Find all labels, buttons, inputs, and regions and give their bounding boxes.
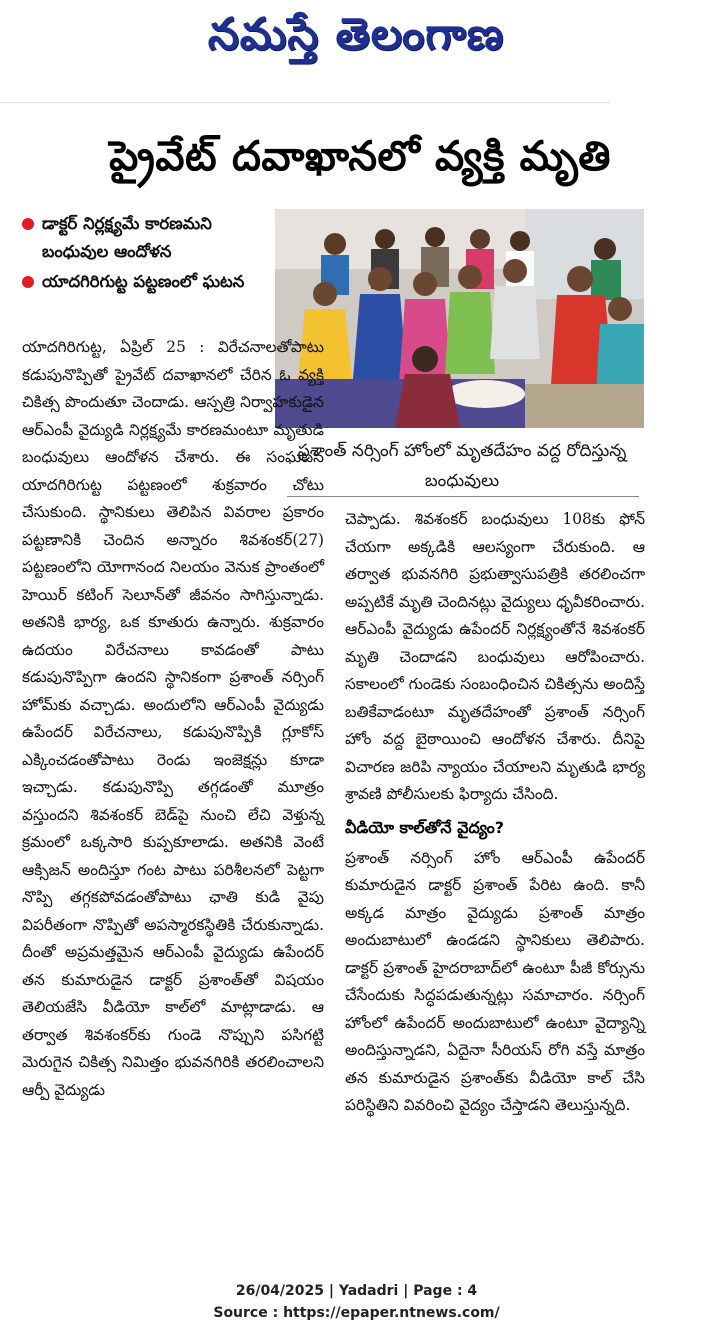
- article-paragraph: ప్రశాంత్ నర్సింగ్ హోం ఆర్ఎంపీ ఉపేందర్ కుమారుడైన డాక్టర్ ప్రశాంత్ పేరిట ఉంది. కానీ అక్కడ మాత్రం వైద్యుడు ప్రశాంత్ మాత్రం అందుబాటులో ఉండడని స్థానికులు తెలిపారు. డాక్టర్ ప్రశాంత్ హైదరాబాద్‌లో ఉంటూ పీజీ కోర్సును చేసేందుకు సిద్ధపడుతున్నట్లు సమాచారం. నర్సింగ్ హోంలో ఉపేందర్ అందుబాటులో ఉంటూ వైద్యాన్ని అందిస్తున్నాడని, ఏదైనా సీరియస్ రోగి వస్తే మాత్రం తన కుమారుడైన ప్రశాంత్‌కు వీడియో కాల్ చేసి పరిస్థితిని వివరించి వైద్యం చేస్తాడని తెలుస్తున్నది.: [345, 848, 645, 1114]
- bullet-item: [22, 268, 272, 296]
- bullet-item: [22, 210, 272, 266]
- article-column-left: యాదగిరిగుట్ట, ఏప్రిల్ 25 : విరేచనాలతోపాటు కడుపునొప్పితో ప్రైవేట్ దవాఖానలో చేరిన ఓ వ్యక్తి చికిత్స పొందుతూ చెందాడు. ఆస్పత్రి నిర్వాహకుడైన ఆర్ఎంపీ వైద్యుడి నిర్లక్ష్యమే కారణమంటూ మృతుడి బంధువులు ఆందోళన చేశారు. ఈ సంఘటన యాదగిరిగుట్ట పట్టణంలో శుక్రవారం చోటు చేసుకుంది. స్థానికులు తెలిపిన వివరాల ప్రకారం పట్టణానికి చెందిన అన్నారం శివశంకర్(27) పట్టణంలోని యోగానంద నిలయం వెనుక ప్రాంతంలో హెయిర్ కటింగ్ సెలూన్‌తో జీవనం సాగిస్తున్నాడు. అతనికి భార్య, ఒక కూతురు ఉన్నారు. శుక్రవారం ఉదయం విరేచనాలు కావడంతో పాటు కడుపునొప్పిగా ఉందని స్థానికంగా ప్రశాంత్ నర్సింగ్ హోమ్‌కు వచ్చాడు. అందులోని ఆర్ఎంపీ వైద్యుడు ఉపేందర్ విరేచనాలు, కడుపునొప్పికి గ్లూకోస్ ఎక్కించడంతోపాటు రెండు ఇంజెక్షన్లు కూడా ఇచ్చాడు. కడుపునొప్పి తగ్గడంతో మూత్రం వస్తుందని శివశంకర్ బెడ్‌పై నుంచి లేచి వెళ్తున్న క్రమంలో ఒక్కసారి కుప్పకూలాడు. అతనికి వెంటే ఆక్సిజన్ అందిస్తూ గంట పాటు పరిశీలనలో పెట్టగా నొప్పి తగ్గకపోవడంతోపాటు ఛాతి కుడి వైపు విపరీతంగా నొప్పితో అపస్మారకస్థితికి చేరుకున్నాడు. దీంతో అప్రమత్తమైన ఆర్ఎంపీ వైద్యుడు ఉపేందర్ తన కుమారుడైన డాక్టర్ ప్రశాంత్‌తో విషయం తెలియజేసి వీడియో కాల్‌లో మాట్లాడాడు. ఆ తర్వాత శివశంకర్‌కు గుండె నొప్పుని పసిగట్టి మెరుగైన చికిత్స నిమిత్తం భువనగిరికి తరలించాలని ఆర్పీ వైద్యుడు: [22, 338, 324, 1099]
- article-column-right: [345, 506, 645, 1120]
- page-footer: [0, 1280, 713, 1324]
- article-subheading: వీడియో కాల్‌తోనే వైద్యం?: [345, 817, 505, 837]
- caption-divider: [287, 496, 639, 497]
- masthead-logo: నమస్తే తెలంగాణ: [207, 9, 505, 60]
- bullet-text: యాదగిరిగుట్ట పట్టణంలో ఘటన: [42, 272, 245, 291]
- article-paragraph: చెప్పాడు. శివశంకర్ బంధువులు 108కు ఫోన్ చేయగా అక్కడికి ఆలస్యంగా చేరుకుంది. ఆ తర్వాత భువనగిరి ప్రభుత్వాసుపత్రికి తరలించగా అప్పటికే మృతి చెందినట్లు వైద్యులు ధృవీకరించారు. ఆర్ఎంపీ వైద్యుడు ఉపేందర్ నిర్లక్ష్యంతోనే శివశంకర్ మృతి చెందాడని బంధువులు ఆరోపించారు. సకాలంలో గుండెకు సంబంధించిన చికిత్సను అందిస్తే బతికేవాడంటూ మృతదేహంతో ప్రశాంత్ నర్సింగ్ హోం వద్ద బైఠాయించి ఆందోళన చేశారు. దీనిపై విచారణ జరిపి న్యాయం చేయాలని మృతుడి భార్య శ్రావణి పోలీసులకు ఫిర్యాదు చేసింది.: [345, 510, 645, 803]
- photo-caption: ప్రశాంత్ నర్సింగ్ హోంలో మృతదేహం వద్ద రోదిస్తున్న బంధువులు: [297, 441, 627, 491]
- bullet-list: [22, 210, 272, 298]
- footer-date-line: 26/04/2025 | Yadadri | Page : 4: [235, 1283, 478, 1299]
- article-headline: ప్రైవేట్ దవాఖానలో వ్యక్తి మృతి: [109, 132, 611, 180]
- bullet-dot-icon: [22, 218, 34, 230]
- bullet-dot-icon: [22, 276, 34, 288]
- news-photo: [275, 209, 644, 428]
- mourning-crowd-photo: [275, 209, 644, 428]
- bullet-text: డాక్టర్ నిర్లక్ష్యమే కారణమని బంధువుల ఆందోళన: [42, 214, 212, 261]
- masthead-divider: [0, 102, 610, 103]
- footer-source-line: Source : https://epaper.ntnews.com/: [213, 1305, 500, 1321]
